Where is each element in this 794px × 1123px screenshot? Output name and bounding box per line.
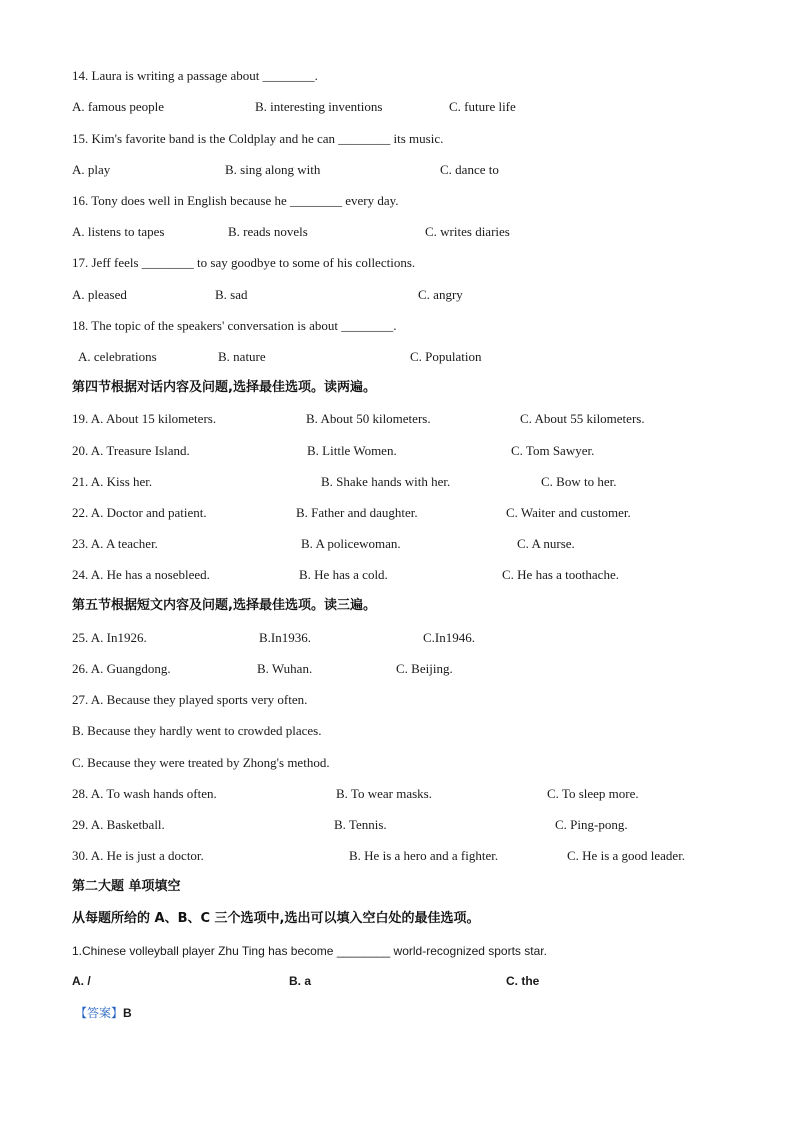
option-a: 29. A. Basketball. xyxy=(72,817,165,832)
question-stem: 16. Tony does well in English because he ________ every day. xyxy=(72,193,399,208)
question-stem: 17. Jeff feels ________ to say goodbye to some of his collections. xyxy=(72,255,416,270)
option-c: C. Population xyxy=(410,349,482,364)
part-instruction: 从每题所给的 A、B、C 三个选项中,选出可以填入空白处的最佳选项。 xyxy=(72,911,480,926)
option-a: 19. A. About 15 kilometers. xyxy=(72,411,217,426)
answer-label: 【答案】 xyxy=(75,1006,124,1020)
option-a: 30. A. He is just a doctor. xyxy=(72,848,204,863)
option-c: C. dance to xyxy=(440,162,499,177)
option-b: B. a xyxy=(289,974,312,988)
option-c: C. future life xyxy=(449,99,516,114)
option-b: B. nature xyxy=(218,349,266,364)
option-b: B. interesting inventions xyxy=(255,99,383,114)
option-c: C.In1946. xyxy=(423,630,475,645)
option-b: B. sing along with xyxy=(225,162,321,177)
option-c: C. Because they were treated by Zhong's method. xyxy=(72,755,330,770)
option-c: C. the xyxy=(506,974,540,988)
option-c: C. Tom Sawyer. xyxy=(511,443,595,458)
option-b: B. sad xyxy=(215,287,248,302)
option-c: C. Bow to her. xyxy=(541,474,617,489)
option-a: A. listens to tapes xyxy=(72,224,165,239)
option-a: A. celebrations xyxy=(78,349,157,364)
option-c: C. A nurse. xyxy=(517,536,575,551)
option-b: B. He has a cold. xyxy=(299,567,388,582)
option-a: 25. A. In1926. xyxy=(72,630,147,645)
option-a: 26. A. Guangdong. xyxy=(72,661,171,676)
answer-line xyxy=(75,1004,132,1021)
question-stem: 1.Chinese volleyball player Zhu Ting has become ________ world-recognized sports star. xyxy=(72,944,547,958)
option-c: C. angry xyxy=(418,287,463,302)
section-heading: 第四节根据对话内容及问题,选择最佳选项。读两遍。 xyxy=(72,380,376,395)
question-stem: 14. Laura is writing a passage about ________. xyxy=(72,68,318,83)
option-a: A. / xyxy=(72,974,91,988)
option-c: C. Beijing. xyxy=(396,661,453,676)
option-a: 24. A. He has a nosebleed. xyxy=(72,567,210,582)
option-c: C. Waiter and customer. xyxy=(506,505,631,520)
option-a: A. pleased xyxy=(72,287,127,302)
option-b: B. Wuhan. xyxy=(257,661,313,676)
option-b: B. Father and daughter. xyxy=(296,505,418,520)
option-b: B. Little Women. xyxy=(307,443,397,458)
option-a: A. famous people xyxy=(72,99,165,114)
option-b: B. Because they hardly went to crowded places. xyxy=(72,723,322,738)
option-a: 23. A. A teacher. xyxy=(72,536,158,551)
option-b: B. Tennis. xyxy=(334,817,387,832)
answer-value: B xyxy=(123,1006,132,1020)
question-stem: 15. Kim's favorite band is the Coldplay and he can ________ its music. xyxy=(72,131,444,146)
option-b: B. To wear masks. xyxy=(336,786,432,801)
option-c: C. About 55 kilometers. xyxy=(520,411,645,426)
option-a: 21. A. Kiss her. xyxy=(72,474,153,489)
option-b: B. reads novels xyxy=(228,224,308,239)
option-b: B.In1936. xyxy=(259,630,311,645)
option-c: C. To sleep more. xyxy=(547,786,639,801)
option-a: 28. A. To wash hands often. xyxy=(72,786,217,801)
option-a: 27. A. Because they played sports very often. xyxy=(72,692,308,707)
option-b: B. He is a hero and a fighter. xyxy=(349,848,499,863)
option-a: 22. A. Doctor and patient. xyxy=(72,505,207,520)
part-heading: 第二大题 单项填空 xyxy=(72,879,181,894)
question-stem: 18. The topic of the speakers' conversation is about ________. xyxy=(72,318,397,333)
option-b: B. About 50 kilometers. xyxy=(306,411,431,426)
option-b: B. Shake hands with her. xyxy=(321,474,451,489)
option-c: C. He is a good leader. xyxy=(567,848,686,863)
option-b: B. A policewoman. xyxy=(301,536,401,551)
option-c: C. writes diaries xyxy=(425,224,510,239)
section-heading: 第五节根据短文内容及问题,选择最佳选项。读三遍。 xyxy=(72,598,376,613)
option-a: 20. A. Treasure Island. xyxy=(72,443,190,458)
option-c: C. Ping-pong. xyxy=(555,817,628,832)
option-a: A. play xyxy=(72,162,111,177)
option-c: C. He has a toothache. xyxy=(502,567,619,582)
